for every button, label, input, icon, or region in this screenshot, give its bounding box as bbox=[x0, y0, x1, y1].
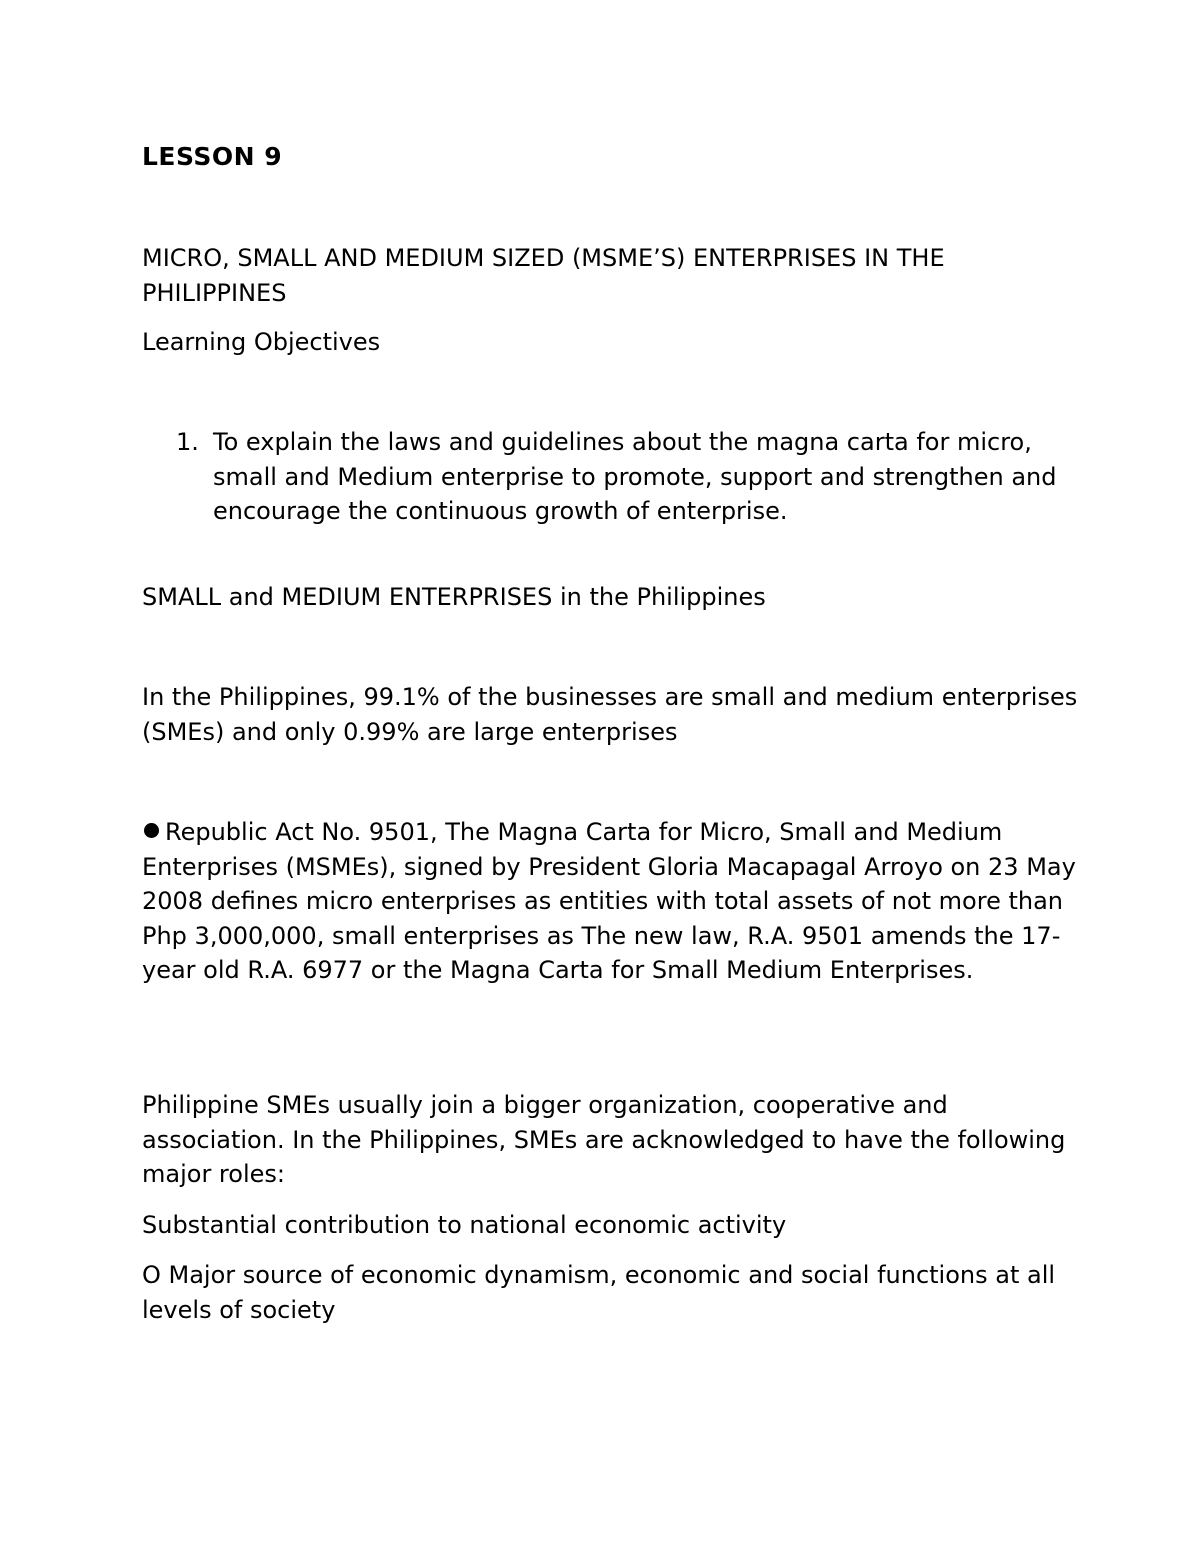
stats-paragraph: In the Philippines, 99.1% of the businesses are small and medium enterprises (SMEs) and only 0.99% are large enterprises bbox=[142, 683, 1078, 746]
objectives-list bbox=[142, 425, 1082, 529]
ra-bullet-paragraph bbox=[142, 815, 1082, 988]
source-line: O Major source of economic dynamism, economic and social functions at all levels of society bbox=[142, 1261, 1056, 1324]
lesson-label: LESSON 9 bbox=[142, 142, 283, 171]
objectives-heading: Learning Objectives bbox=[142, 328, 381, 356]
objective-item bbox=[142, 425, 1082, 529]
objective-text: To explain the laws and guidelines about the magna carta for micro, small and Medium enterprise to promote, support and strengthen and encourage the continuous growth of enterprise. bbox=[213, 428, 1057, 525]
contribution-line: Substantial contribution to national economic activity bbox=[142, 1211, 787, 1239]
document-title: MICRO, SMALL AND MEDIUM SIZED (MSME’S) ENTERPRISES IN THE PHILIPPINES bbox=[142, 244, 945, 307]
roles-paragraph: Philippine SMEs usually join a bigger organization, cooperative and association. In the Philippines, SMEs are acknowledged to have the following major roles: bbox=[142, 1091, 1066, 1188]
ra-paragraph-text: Republic Act No. 9501, The Magna Carta for Micro, Small and Medium Enterprises (MSMEs), signed by President Gloria Macapagal Arroyo on 23 May 2008 defines micro enterprises as entities with total assets of not more than Php 3,000,000, small enterprises as The new law, R.A. 9501 amends the 17-year old R.A. 6977 or the Magna Carta for Small Medium Enterprises. bbox=[142, 818, 1076, 984]
bullet-icon bbox=[144, 823, 159, 838]
sme-heading: SMALL and MEDIUM ENTERPRISES in the Philippines bbox=[142, 583, 766, 611]
objective-number: 1. bbox=[176, 428, 199, 456]
